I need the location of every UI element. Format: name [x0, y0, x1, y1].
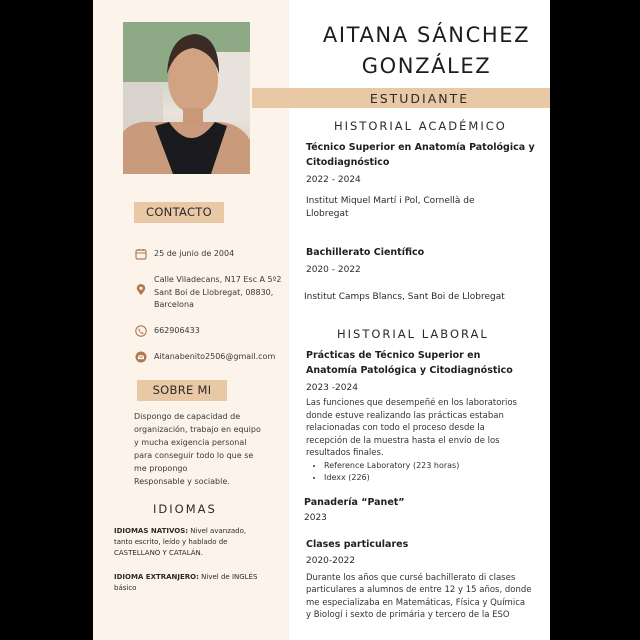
languages-heading: IDIOMAS — [153, 502, 217, 516]
profile-photo-illustration — [123, 22, 250, 174]
phone-text: 662906433 — [154, 326, 200, 335]
description-line: recepción de la muestra hasta el envío de los — [306, 435, 500, 446]
foreign-language-text-1: Nivel de INGLÉS — [198, 573, 258, 581]
role-title: ESTUDIANTE — [369, 91, 470, 106]
name-line-1: AITANA SÁNCHEZ — [322, 23, 531, 47]
description-line: Las funciones que desempeñé en los laboratorios — [306, 398, 517, 408]
academic-item-title-2: Citodiagnóstico — [306, 156, 390, 168]
description-line: resultados finales. — [306, 448, 384, 458]
address-line-2: Sant Boi de Llobregat, 08830, — [154, 287, 274, 297]
person-name — [289, 20, 550, 82]
phone-icon — [135, 325, 147, 337]
about-line: para conseguir todo lo que se — [134, 451, 254, 460]
academic-heading: HISTORIAL ACADÉMICO — [334, 119, 507, 133]
about-text — [134, 410, 274, 488]
academic-item-place-1: Institut Camps Blancs, Sant Boi de Llobregat — [304, 291, 505, 302]
description-line: donde estuve realizando las prácticas estaban — [306, 410, 504, 421]
address-line-3: Barcelona — [154, 300, 194, 309]
work-item-dates: 2020-2022 — [306, 555, 356, 566]
work-item-title-1: Clases particulares — [306, 539, 409, 550]
work-item-title-1: Panadería “Panet” — [304, 497, 405, 508]
native-languages-text-3: CASTELLANO Y CATALÁN. — [114, 549, 204, 557]
about-line: Dispongo de capacidad de — [134, 412, 241, 421]
academic-item-place-2: Llobregat — [306, 209, 349, 219]
work-item-description — [306, 397, 538, 460]
bullet-item: • Reference Laboratory (223 horas) — [324, 460, 538, 473]
about-line: organización, trabajo en equipo — [134, 425, 261, 434]
native-languages — [114, 526, 284, 559]
location-pin-icon — [135, 284, 147, 296]
description-line: Durante los años que cursé bachillerato di clases — [306, 572, 516, 583]
resume-page — [93, 0, 550, 640]
work-item-dates: 2023 — [304, 512, 327, 523]
profile-photo — [123, 22, 250, 174]
academic-item — [306, 141, 538, 221]
foreign-language-label: IDIOMA EXTRANJERO: — [114, 573, 199, 581]
about-line: Responsable y sociable. — [134, 477, 230, 486]
academic-item — [306, 246, 538, 304]
academic-item-dates: 2022 - 2024 — [306, 175, 361, 185]
about-heading: SOBRE MI — [137, 380, 227, 401]
academic-item-place-1: Institut Miquel Martí i Pol, Cornellà de — [306, 196, 475, 206]
work-item-dates: 2023 -2024 — [306, 383, 358, 393]
work-item-bullets — [306, 460, 538, 485]
description-line: y Biologí i sexto de primária y tercero de la ESO — [306, 610, 510, 620]
academic-item-title-1: Bachillerato Científico — [306, 247, 425, 258]
academic-item-title-1: Técnico Superior en Anatomía Patológica y — [306, 142, 535, 153]
description-line: particulares a alumnos de entre 12 y 15 años, donde — [306, 585, 532, 595]
address-line-1: Calle Viladecans, N17 Esc A 5º2 — [154, 275, 282, 284]
contact-heading: CONTACTO — [134, 202, 224, 223]
native-languages-text-1: Nivel avanzado, — [188, 527, 247, 535]
bullet-item: • Idexx (226) — [324, 472, 538, 485]
academic-item-dates: 2020 - 2022 — [306, 264, 361, 275]
birthdate-text: 25 de junio de 2004 — [154, 249, 235, 258]
work-item — [306, 538, 538, 622]
about-line: me propongo — [134, 464, 188, 473]
description-line: me especializaba en Matemáticas, Física y Química — [306, 597, 526, 608]
native-languages-text-2: tanto escrito, leído y hablado de — [114, 538, 228, 546]
work-item-title-2: Anatomía Patológica y Citodiagnóstico — [306, 364, 513, 376]
about-line: y mucha exigencia personal — [134, 438, 247, 447]
email-icon — [135, 351, 147, 363]
work-item — [304, 496, 536, 525]
work-item-title-1: Prácticas de Técnico Superior en — [306, 350, 481, 361]
calendar-icon — [135, 248, 147, 260]
work-heading: HISTORIAL LABORAL — [337, 327, 489, 341]
description-line: relacionadas con todo el proceso desde la — [306, 423, 485, 433]
native-languages-label: IDIOMAS NATIVOS: — [114, 527, 189, 535]
work-item-description — [306, 572, 546, 622]
name-line-2: GONZÁLEZ — [361, 54, 492, 78]
email-text: Aitanabenito2506@gmail.com — [154, 352, 276, 361]
work-item — [306, 349, 538, 485]
foreign-language — [114, 572, 284, 594]
foreign-language-text-2: básico — [114, 584, 137, 592]
